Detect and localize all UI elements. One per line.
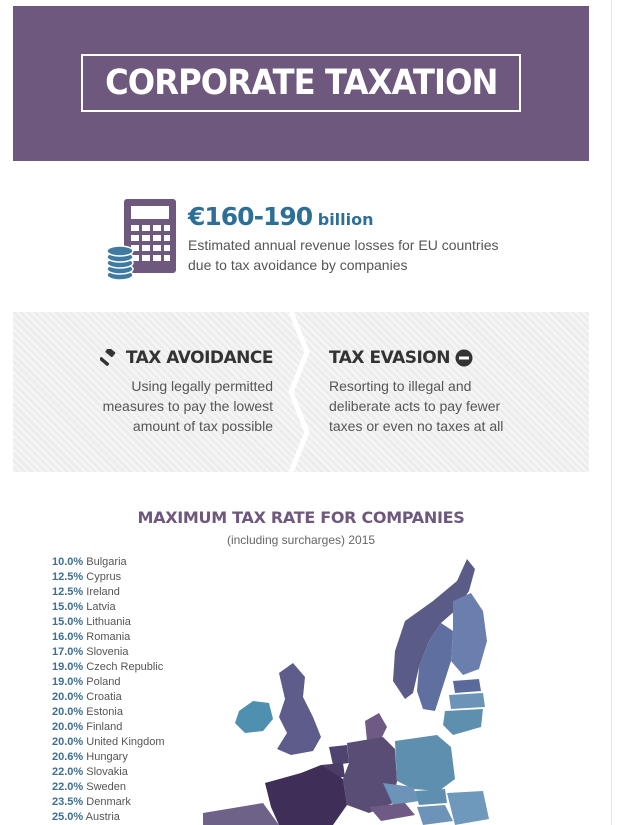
header-banner [13, 6, 589, 161]
tax-avoidance-heading [33, 348, 273, 368]
tax-evasion-block [329, 348, 569, 436]
tax-rate-value: 12.5% [52, 586, 84, 598]
tax-rate-item [52, 555, 165, 570]
zigzag-divider [283, 312, 319, 472]
map-region-romania [447, 791, 489, 825]
minus-circle-icon [455, 349, 473, 367]
map-region-poland [395, 735, 455, 791]
tax-rate-item [52, 570, 165, 585]
revenue-amount-value: €160-190 [188, 202, 313, 231]
gavel-icon [100, 349, 120, 367]
map-region-spain [203, 803, 279, 825]
map-region-latvia [449, 693, 485, 709]
tax-rate-list [52, 555, 165, 825]
tax-rate-country: Romania [86, 631, 131, 643]
tax-rate-value: 22.0% [52, 766, 84, 778]
map-region-germany [343, 737, 397, 813]
tax-rate-item [52, 795, 165, 810]
tax-rate-value: 10.0% [52, 556, 84, 568]
tax-rate-value: 23.5% [52, 796, 84, 808]
tax-rate-country: Poland [86, 676, 121, 688]
tax-avoidance-line: Using legally permitted [131, 378, 273, 394]
tax-avoidance-line: measures to pay the lowest [102, 398, 273, 414]
revenue-description: Estimated annual revenue losses for EU countries due to tax avoidance by companies [188, 237, 499, 273]
tax-rate-country: Ireland [86, 586, 120, 598]
tax-rate-country: Sweden [86, 781, 127, 793]
tax-rate-country: Czech Republic [86, 661, 164, 673]
tax-rate-value: 16.0% [52, 631, 84, 643]
tax-rate-value: 20.0% [52, 721, 84, 733]
map-region-estonia [453, 679, 481, 693]
map-region-hungary [417, 805, 453, 825]
tax-rate-country: Hungary [86, 751, 128, 763]
tax-rate-country: Austria [85, 811, 120, 823]
map-region-netherlands [329, 745, 349, 765]
tax-avoidance-description [33, 376, 273, 436]
tax-rate-country: Slovakia [86, 766, 128, 778]
tax-rate-value: 20.0% [52, 706, 84, 718]
tax-avoidance-line: amount of tax possible [132, 418, 273, 434]
tax-rate-value: 15.0% [52, 616, 84, 628]
map-region-ireland [235, 701, 273, 733]
tax-rate-item [52, 600, 165, 615]
tax-rate-value: 12.5% [52, 571, 84, 583]
tax-rate-item [52, 810, 165, 825]
tax-rate-item [52, 660, 165, 675]
tax-avoidance-block [33, 348, 273, 436]
tax-rate-value: 15.0% [52, 601, 84, 613]
map-region-slovakia [415, 789, 447, 805]
tax-rate-value: 20.0% [52, 691, 84, 703]
tax-evasion-line: deliberate acts to pay fewer [329, 398, 501, 414]
tax-rate-country: Croatia [86, 691, 122, 703]
tax-rate-value: 20.0% [52, 736, 84, 748]
tax-evasion-description [329, 376, 569, 436]
tax-rate-item [52, 750, 165, 765]
tax-rate-value: 19.0% [52, 676, 84, 688]
scrollbar-track [611, 0, 612, 825]
tax-rate-item [52, 705, 165, 720]
tax-rate-value: 22.0% [52, 781, 84, 793]
tax-rate-country: Finland [86, 721, 123, 733]
tax-evasion-line: Resorting to illegal and [329, 378, 472, 394]
tax-rate-country: Lithuania [86, 616, 131, 628]
tax-rate-item [52, 675, 165, 690]
tax-rate-value: 19.0% [52, 661, 84, 673]
calculator-icon [106, 197, 178, 283]
map-region-uk [277, 663, 321, 755]
tax-evasion-line: taxes or even no taxes at all [329, 418, 504, 434]
tax-rate-item [52, 630, 165, 645]
tax-rate-item [52, 780, 165, 795]
page-title: CORPORATE TAXATION [104, 63, 498, 103]
tax-rate-item [52, 765, 165, 780]
tax-evasion-title: TAX EVASION [329, 348, 450, 368]
map-region-finland [451, 593, 487, 675]
map-region-france [265, 765, 347, 825]
tax-rate-value: 17.0% [52, 646, 84, 658]
tax-rate-item [52, 690, 165, 705]
map-subtitle: (including surcharges) 2015 [226, 533, 376, 547]
tax-rate-item [52, 645, 165, 660]
map-title: MAXIMUM TAX RATE FOR COMPANIES [137, 508, 465, 527]
tax-rate-country: Slovenia [86, 646, 129, 658]
comparison-band [13, 312, 589, 472]
tax-rate-item [52, 735, 165, 750]
revenue-amount [188, 202, 374, 231]
tax-evasion-heading [329, 348, 569, 368]
tax-rate-country: Bulgaria [86, 556, 127, 568]
infographic [13, 6, 589, 825]
tax-rate-item [52, 615, 165, 630]
tax-rate-item [52, 585, 165, 600]
tax-rate-value: 20.6% [52, 751, 84, 763]
tax-rate-value: 25.0% [52, 811, 84, 823]
tax-rate-item [52, 720, 165, 735]
tax-rate-country: Cyprus [86, 571, 122, 583]
tax-rate-country: United Kingdom [86, 736, 165, 748]
europe-map [183, 551, 493, 825]
tax-avoidance-title: TAX AVOIDANCE [125, 348, 273, 368]
title-frame [81, 54, 521, 112]
tax-rate-country: Denmark [86, 796, 131, 808]
tax-rate-country: Latvia [86, 601, 116, 613]
revenue-amount-unit: billion [317, 210, 374, 229]
map-region-lithuania [443, 709, 483, 735]
tax-rate-country: Estonia [86, 706, 123, 718]
